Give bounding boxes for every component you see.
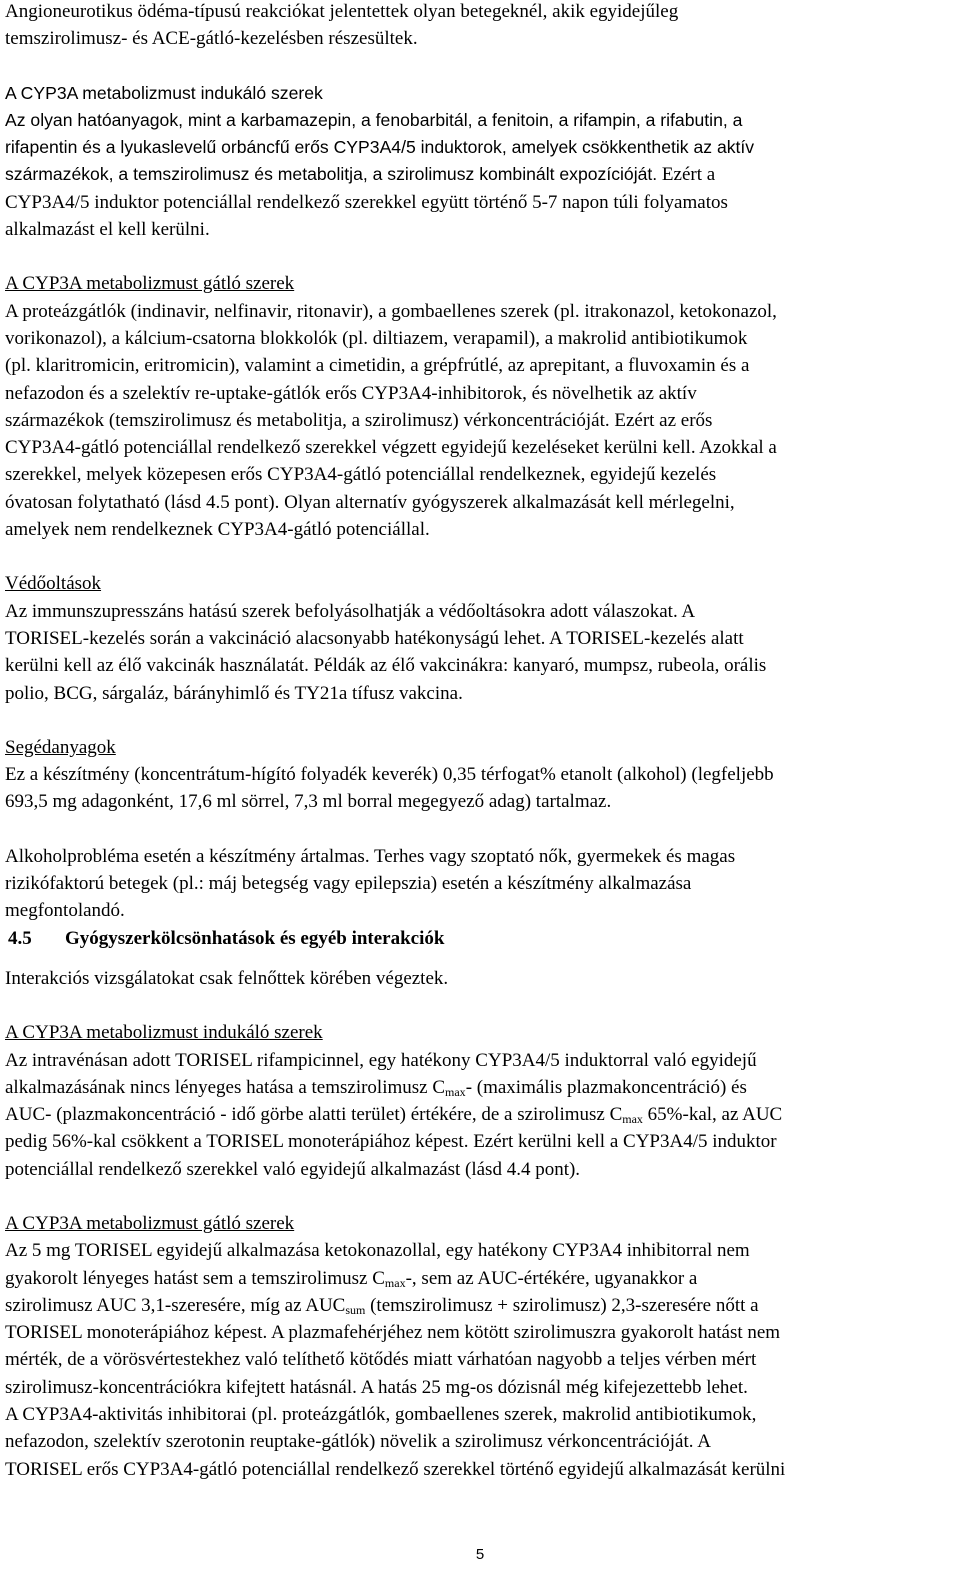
inducers-2-line-1: Az intravénásan adott TORISEL rifampicinnel, egy hatékony CYP3A4/5 induktorral való egyidejű (5, 1049, 757, 1071)
spacer (5, 543, 955, 570)
text-run: AUC- (plazmakoncentráció - idő görbe alatti terület) értékére, de a szirolimusz C (5, 1104, 623, 1126)
inhibitors-2-line: mérték, de a vörösvértestekhez való telíthető kötődés miatt várhatóan nagyobb a teljes vérben mért (5, 1349, 757, 1371)
subscript: max (622, 1112, 643, 1127)
subscript: sum (345, 1302, 366, 1317)
section-heading (8, 925, 955, 952)
inhibitors-line: A proteázgátlók (indinavir, nelfinavir, ritonavir), a gombaellenes szerek (pl. itrakonazol, ketokonazol, (5, 300, 777, 322)
inducers-line-3 (5, 161, 955, 188)
inducers-line-3-tail: Ezért a (657, 164, 716, 186)
spacer (5, 707, 955, 734)
alcohol-line: rizikófaktorú betegek (pl.: máj betegség vagy epilepszia) esetén a készítmény alkalmazása (5, 873, 692, 895)
spacer (5, 53, 955, 80)
inhibitors-line: származékok (temszirolimusz és metabolitja, a szirolimusz) vérkoncentrációját. Ezért az erős (5, 409, 713, 431)
inducers-2-line-5: potenciállal rendelkező szerekkel való egyidejű alkalmazást (lásd 4.4 pont). (5, 1158, 581, 1180)
section-intro: Interakciós vizsgálatokat csak felnőttek körében végeztek. (5, 967, 449, 989)
inducers-line-1: Az olyan hatóanyagok, mint a karbamazepin, a fenobarbitál, a fenitoin, a rifampin, a rifabutin, a (5, 109, 743, 130)
inhibitors-2-line: A CYP3A4-aktivitás inhibitorai (pl. proteázgátlók, gombaellenes szerek, makrolid antibiotikumok, (5, 1404, 757, 1426)
spacer (5, 952, 955, 965)
excipients-heading: Segédanyagok (5, 736, 116, 758)
inhibitors-line: szerekkel, melyek közepesen erős CYP3A4-gátló potenciállal rendelkeznek, egyidejű kezelés (5, 464, 717, 486)
inhibitors-heading: A CYP3A metabolizmust gátló szerek (5, 273, 295, 295)
text-run: szirolimusz AUC 3,1-szeresére, míg az AUC (5, 1294, 346, 1316)
text-run: 65%-kal, az AUC (642, 1104, 783, 1126)
subscript: max (445, 1084, 466, 1099)
inducers-line-2: rifapentin és a lyukaslevelű orbáncfű erős CYP3A4/5 induktorok, amelyek csökkenthetik az aktív (5, 137, 755, 158)
inducers-2-heading: A CYP3A metabolizmust indukáló szerek (5, 1022, 323, 1044)
vaccinations-heading: Védőoltások (5, 573, 102, 595)
inhibitors-line: (pl. klaritromicin, eritromicin), valamint a cimetidin, a grépfrútlé, az aprepitant, a fluvoxamin és a (5, 355, 750, 377)
inhibitors-line: nefazodon és a szelektív re-uptake-gátlók erős CYP3A4-inhibitorok, és növelhetik az aktív (5, 382, 697, 404)
inducers-2-line-3 (5, 1101, 955, 1128)
inducers-line-4: CYP3A4/5 induktor potenciállal rendelkező szerekkel együtt történő 5-7 napon túli folyamatos (5, 191, 728, 213)
alcohol-line: megfontolandó. (5, 900, 125, 922)
inducers-line-5: alkalmazást el kell kerülni. (5, 219, 210, 241)
text-run: gyakorolt lényeges hatást sem a temszirolimusz C (5, 1267, 385, 1289)
subscript: max (384, 1275, 406, 1290)
vaccinations-line: Az immunszupresszáns hatású szerek befolyásolhatják a védőoltásokra adott válaszokat. A (5, 600, 696, 622)
text-run: - (maximális plazmakoncentráció) és (465, 1076, 747, 1098)
inhibitors-line: vorikonazol), a kálcium-csatorna blokkolók (pl. diltiazem, verapamil), a makrolid antibiotikumok (5, 327, 748, 349)
excipients-line: Ez a készítmény (koncentrátum-hígító folyadék keverék) 0,35 térfogat% etanolt (alkohol) (legfeljebb (5, 764, 774, 786)
intro-line-1: Angioneurotikus ödéma-típusú reakciókat jelentettek olyan betegeknél, akik egyidejűleg (5, 1, 679, 22)
inducers-line-3-text: származékok, a temszirolimusz és metabolitja, a szirolimusz kombinált expozícióját. (5, 164, 658, 185)
spacer (5, 992, 955, 1019)
inhibitors-2-heading: A CYP3A metabolizmust gátló szerek (5, 1212, 295, 1234)
text-run: -, sem az AUC-értékére, ugyanakkor a (405, 1267, 698, 1289)
vaccinations-line: kerülni kell az élő vakcinák használatát. Példák az élő vakcinákra: kanyaró, mumpsz, rubeola, orális (5, 655, 767, 677)
spacer (5, 243, 955, 270)
intro-line-2: temszirolimusz- és ACE-gátló-kezelésben részesültek. (5, 28, 418, 50)
inhibitors-2-line: TORISEL monoterápiához képest. A plazmafehérjéhez nem kötött szirolimuszra gyakorolt hatást nem (5, 1322, 781, 1344)
excipients-line: 693,5 mg adagonként, 17,6 ml sörrel, 7,3 ml borral megegyező adag) tartalmaz. (5, 791, 612, 813)
inhibitors-2-line-3 (5, 1292, 955, 1319)
inhibitors-2-line: szirolimusz-koncentrációkra kifejtett hatásnál. A hatás 25 mg-os dózisnál még kifejezettebb lehet. (5, 1376, 748, 1398)
text-run: alkalmazásának nincs lényeges hatása a temszirolimusz C (5, 1076, 446, 1098)
page-number: 5 (475, 1546, 485, 1563)
vaccinations-line: TORISEL-kezelés során a vakcináció alacsonyabb hatékonyságú lehet. A TORISEL-kezelés alatt (5, 627, 744, 649)
section-number: 4.5 (8, 927, 32, 949)
section-title: Gyógyszerkölcsönhatások és egyéb interakciók (65, 927, 445, 949)
vaccinations-line: polio, BCG, sárgaláz, bárányhimlő és TY21a tífusz vakcina. (5, 682, 463, 704)
inhibitors-2-line: TORISEL erős CYP3A4-gátló potenciállal rendelkező szerekkel történő egyidejű alkalmazását kerülni (5, 1458, 786, 1480)
inhibitors-2-line-2 (5, 1265, 955, 1292)
inhibitors-2-line-1: Az 5 mg TORISEL egyidejű alkalmazása ketokonazollal, egy hatékony CYP3A4 inhibitorral nem (5, 1240, 750, 1262)
inducers-heading: A CYP3A metabolizmust indukáló szerek (5, 82, 323, 103)
inhibitors-line: CYP3A4-gátló potenciállal rendelkező szerekkel végzett egyidejű kezeléseket kerülni kell. Azokkal a (5, 437, 777, 459)
inducers-2-line-4: pedig 56%-kal csökkent a TORISEL monoterápiához képest. Ezért kerülni kell a CYP3A4/5 induktor (5, 1131, 777, 1153)
alcohol-line: Alkoholprobléma esetén a készítmény ártalmas. Terhes vagy szoptató nők, gyermekek és magas (5, 845, 736, 867)
spacer (5, 1183, 955, 1210)
inducers-2-line-2 (5, 1074, 955, 1101)
inhibitors-2-line: nefazodon, szelektív szerotonin reuptake-gátlók) növelik a szirolimusz vérkoncentrációját. A (5, 1431, 711, 1453)
spacer (5, 816, 955, 843)
text-run: (temszirolimusz + szirolimusz) 2,3-szeresére nőtt a (365, 1294, 759, 1316)
inhibitors-line: amelyek nem rendelkeznek CYP3A4-gátló potenciállal. (5, 519, 430, 541)
document-page (5, 0, 955, 1483)
inhibitors-line: óvatosan folytatható (lásd 4.5 pont). Olyan alternatív gyógyszerek alkalmazását kell mérlegelni, (5, 491, 735, 513)
